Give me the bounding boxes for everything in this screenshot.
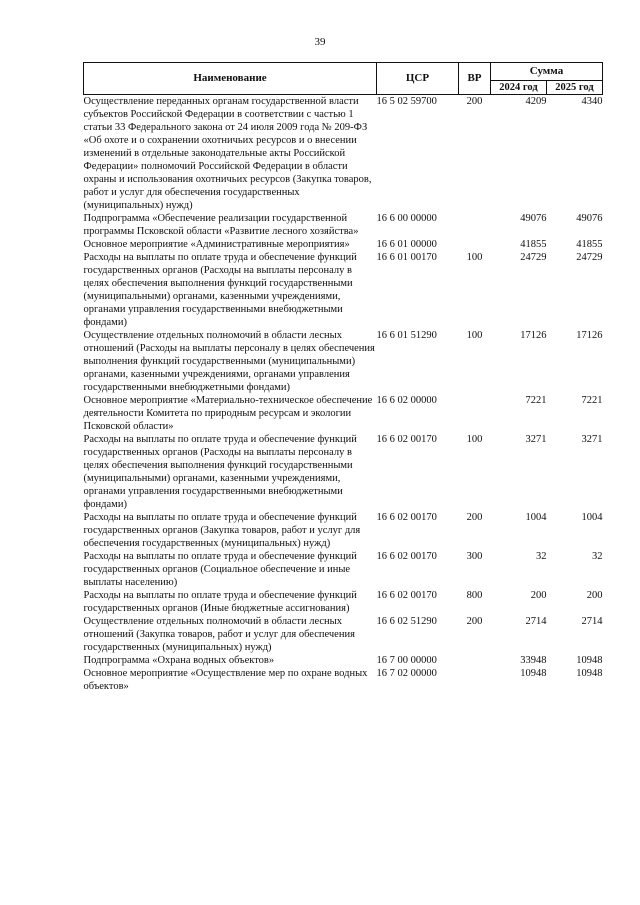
table-row — [84, 95, 603, 213]
row-csr: 16 6 02 00170 — [376, 512, 437, 523]
row-2024: 4209 — [525, 96, 547, 107]
row-name: Основное мероприятие «Материально-техническое обеспечение деятельности Комитета по природным ресурсам и экологии Псковской области» — [83, 395, 373, 432]
row-2025: 10948 — [576, 655, 603, 666]
row-name: Расходы на выплаты по оплате труда и обеспечение функций государственных органов (Иные бюджетные ассигнования) — [83, 590, 357, 614]
header-2025: 2025 год — [547, 81, 603, 95]
row-name: Основное мероприятие «Административные мероприятия» — [83, 239, 350, 250]
row-name: Осуществление отдельных полномочий в области лесных отношений (Расходы на выплаты персоналу в целях обеспечения выполнения функций государственными (муниципальными) органами, казенными учреждениями, органами управления государственными внебюджетными фондами) — [83, 330, 375, 393]
row-2024: 3271 — [525, 434, 547, 445]
row-vr: 200 — [466, 616, 483, 627]
row-name: Расходы на выплаты по оплате труда и обеспечение функций государственных органов (Расходы на выплаты персоналу в целях обеспечения выполнения функций государственными (муниципальными) органами, казенными учреждениями, органами управления государственными внебюджетными фондами) — [83, 252, 357, 328]
row-2024: 41855 — [520, 239, 547, 250]
row-2025: 7221 — [581, 395, 603, 406]
row-2024: 17126 — [520, 330, 547, 341]
row-2024: 49076 — [520, 213, 547, 224]
table-row — [84, 589, 603, 615]
table-row — [84, 667, 603, 693]
row-2024: 200 — [530, 590, 547, 601]
row-2025: 4340 — [581, 96, 603, 107]
row-name: Подпрограмма «Обеспечение реализации государственной программы Псковской области «Развитие лесного хозяйства» — [83, 213, 359, 237]
row-vr: 200 — [466, 96, 483, 107]
table-row — [84, 329, 603, 394]
row-csr: 16 6 02 00170 — [376, 551, 437, 562]
row-vr: 100 — [466, 252, 483, 263]
row-csr: 16 6 02 51290 — [376, 616, 437, 627]
row-2025: 24729 — [576, 252, 603, 263]
page-number: 39 — [314, 36, 326, 48]
row-csr: 16 7 02 00000 — [376, 668, 437, 679]
table-row — [84, 251, 603, 329]
row-name: Подпрограмма «Охрана водных объектов» — [83, 655, 275, 666]
row-vr — [459, 238, 491, 251]
row-csr: 16 6 00 00000 — [376, 213, 437, 224]
row-2025: 10948 — [576, 668, 603, 679]
table-row — [84, 511, 603, 550]
header-sum: Сумма — [491, 63, 603, 81]
row-vr — [459, 654, 491, 667]
row-2025: 32 — [592, 551, 603, 562]
row-2025: 3271 — [581, 434, 603, 445]
budget-table — [83, 62, 603, 693]
row-vr: 300 — [466, 551, 483, 562]
table-row — [84, 394, 603, 433]
row-csr: 16 6 01 51290 — [376, 330, 437, 341]
header-2024: 2024 год — [491, 81, 547, 95]
table-row — [84, 550, 603, 589]
row-name: Осуществление переданных органам государственной власти субъектов Российской Федерации в соответствии с частью 1 статьи 33 Федерального закона от 24 июля 2009 года № 209-ФЗ «Об охоте и о сохранении охотничьих ресурсов и о внесении изменений в отдельные законодательные акты Российской Федерации» полномочий Российской Федерации в области охраны и использования охотничьих ресурсов (Закупка товаров, работ и услуг для обеспечения государственных (муниципальных) нужд) — [83, 96, 372, 211]
row-csr: 16 6 02 00170 — [376, 434, 437, 445]
row-2024: 32 — [536, 551, 547, 562]
row-2024: 33948 — [520, 655, 547, 666]
row-2025: 49076 — [576, 213, 603, 224]
header-name: Наименование — [84, 63, 377, 95]
table-row — [84, 654, 603, 667]
row-vr — [459, 212, 491, 238]
row-csr: 16 5 02 59700 — [376, 96, 437, 107]
row-2024: 7221 — [525, 395, 547, 406]
row-name: Основное мероприятие «Осуществление мер по охране водных объектов» — [83, 668, 368, 692]
row-2024: 2714 — [525, 616, 547, 627]
row-csr: 16 7 00 00000 — [376, 655, 437, 666]
header-vr: ВР — [459, 63, 491, 95]
table-row — [84, 238, 603, 251]
row-csr: 16 6 02 00000 — [376, 395, 437, 406]
table-row — [84, 212, 603, 238]
row-vr — [459, 667, 491, 693]
row-csr: 16 6 01 00000 — [376, 239, 437, 250]
row-csr: 16 6 01 00170 — [376, 252, 437, 263]
row-name: Расходы на выплаты по оплате труда и обеспечение функций государственных органов (Социальное обеспечение и иные выплаты населению) — [83, 551, 357, 588]
table-row — [84, 615, 603, 654]
header-csr: ЦСР — [377, 63, 459, 95]
row-csr: 16 6 02 00170 — [376, 590, 437, 601]
row-name: Расходы на выплаты по оплате труда и обеспечение функций государственных органов (Закупка товаров, работ и услуг для обеспечения государственных (муниципальных) нужд) — [83, 512, 361, 549]
row-vr: 800 — [466, 590, 483, 601]
row-2025: 17126 — [576, 330, 603, 341]
row-2024: 24729 — [520, 252, 547, 263]
row-name: Расходы на выплаты по оплате труда и обеспечение функций государственных органов (Расходы на выплаты персоналу в целях обеспечения выполнения функций государственными (муниципальными) органами, казенными учреждениями, органами управления государственными внебюджетными фондами) — [83, 434, 357, 510]
table-body — [84, 95, 603, 694]
table-row — [84, 433, 603, 511]
row-vr — [459, 394, 491, 433]
row-2024: 10948 — [520, 668, 547, 679]
row-vr: 100 — [466, 434, 483, 445]
row-2025: 41855 — [576, 239, 603, 250]
row-vr: 100 — [466, 330, 483, 341]
row-name: Осуществление отдельных полномочий в области лесных отношений (Закупка товаров, работ и услуг для обеспечения государственных (муниципальных) нужд) — [83, 616, 355, 653]
row-2025: 200 — [586, 590, 603, 601]
row-vr: 200 — [466, 512, 483, 523]
row-2024: 1004 — [525, 512, 547, 523]
row-2025: 2714 — [581, 616, 603, 627]
row-2025: 1004 — [581, 512, 603, 523]
